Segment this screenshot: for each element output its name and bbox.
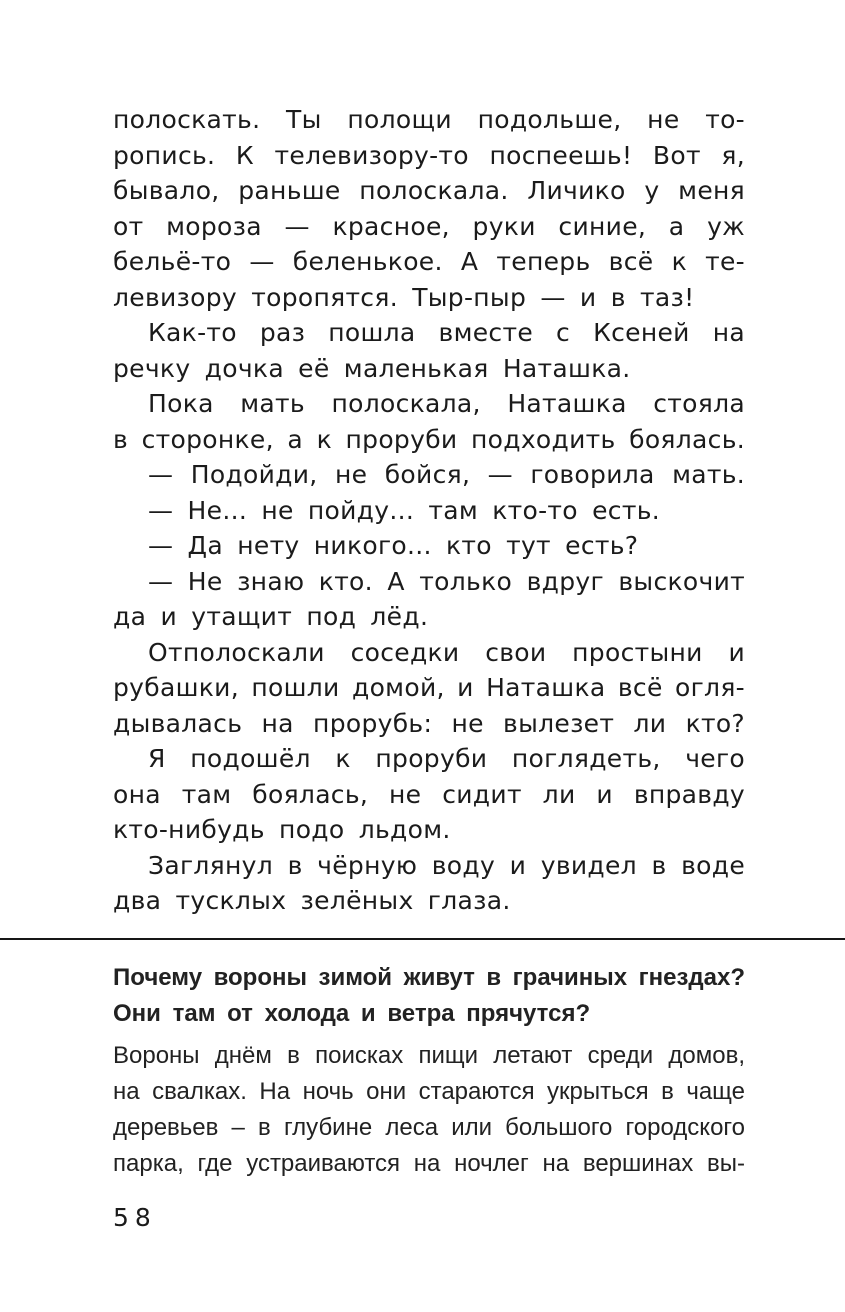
text-line: — Подойди, не бойся, — говорила мать.	[148, 460, 745, 489]
qa-question	[113, 960, 745, 1032]
text-line: полоскать. Ты полощи подольше, не то-	[113, 105, 745, 134]
text-line: Я подошёл к проруби поглядеть, чего	[148, 744, 745, 773]
section-divider	[0, 938, 845, 940]
text-line: на свалках. На ночь они стараются укрыться в чаще	[113, 1078, 745, 1105]
text-line: рубашки, пошли домой, и Наташка всё огля-	[113, 673, 745, 702]
text-line: бельё-то — беленькое. А теперь всё к те-	[113, 247, 745, 276]
text-line: кто-нибудь подо льдом.	[113, 815, 451, 844]
text-line: — Не знаю кто. А только вдруг выскочит	[148, 566, 745, 596]
qa-answer	[113, 1038, 745, 1182]
text-line: Пока мать полоскала, Наташка стояла	[148, 389, 745, 418]
text-line: — Не... не пойду... там кто-то есть.	[148, 495, 660, 525]
qa-section	[113, 960, 745, 1182]
text-line: парка, где устраиваются на ночлег на вершинах вы-	[113, 1150, 745, 1177]
story-text	[113, 102, 745, 919]
text-line: два тусклых зелёных глаза.	[113, 886, 511, 915]
text-line: дывалась на прорубь: не вылезет ли кто?	[113, 708, 745, 738]
text-line: Почему вороны зимой живут в грачиных гнездах?	[113, 964, 745, 991]
text-line: Вороны днём в поисках пищи летают среди домов,	[113, 1042, 745, 1069]
text-line: ропись. К телевизору-то поспеешь! Вот я,	[113, 140, 745, 170]
text-line: речку дочка её маленькая Наташка.	[113, 353, 631, 383]
text-line: левизору торопятся. Тыр-пыр — и в таз!	[113, 282, 695, 312]
text-line: Заглянул в чёрную воду и увидел в воде	[148, 850, 745, 880]
text-line: деревьев – в глубине леса или большого городского	[113, 1114, 745, 1141]
text-line: она там боялась, не сидит ли и вправду	[113, 779, 745, 809]
text-line: — Да нету никого... кто тут есть?	[148, 531, 639, 560]
text-line: от мороза — красное, руки синие, а уж	[113, 211, 745, 241]
text-line: да и утащит под лёд.	[113, 602, 429, 631]
text-line: Как-то раз пошла вместе с Ксеней на	[148, 318, 745, 347]
text-line: бывало, раньше полоскала. Личико у меня	[113, 176, 745, 205]
text-line: Отполоскали соседки свои простыни и	[148, 637, 745, 667]
page-number: 58	[113, 1203, 157, 1232]
text-line: Они там от холода и ветра прячутся?	[113, 1000, 591, 1027]
text-line: в сторонке, а к проруби подходить боялась.	[113, 424, 745, 454]
